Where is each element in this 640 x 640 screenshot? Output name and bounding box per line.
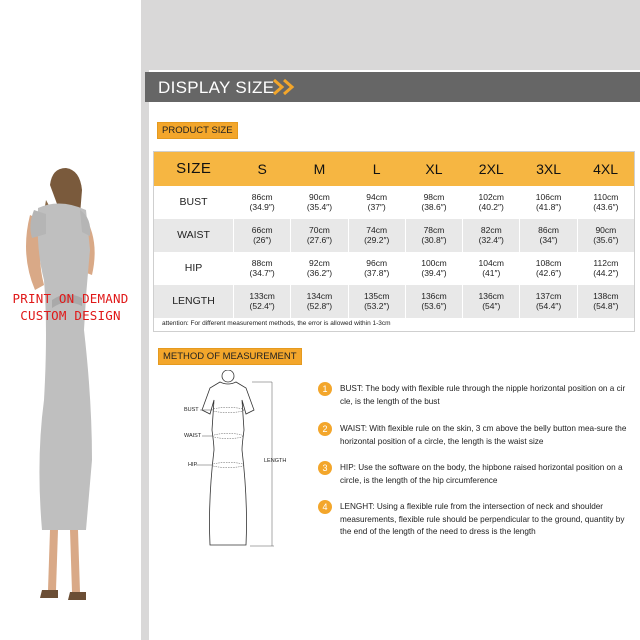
size-cell-inch: (27.6″) — [306, 235, 333, 245]
size-row-length — [154, 285, 635, 318]
attention-note: attention: For different measurement methods, the error is allowed within 1-3cm — [154, 318, 635, 332]
length-label: LENGTH — [264, 458, 287, 464]
size-cell-inch: (53.2″) — [364, 301, 390, 311]
size-cell-inch: (52.4″) — [249, 301, 275, 311]
row-label: LENGTH — [154, 285, 234, 318]
row-label: BUST — [154, 186, 234, 219]
size-row-bust — [154, 186, 635, 219]
size-cell — [405, 219, 462, 252]
size-cell-cm: 138cm — [593, 291, 619, 301]
step-text: LENGHT: Using a flexible rule from the intersection of neck and shoulder measurements, flexible rule should be perpendicular to the ground, quantity by the end of the length of the need to dress is the length — [340, 502, 625, 536]
size-cell-cm: 94cm — [366, 192, 388, 202]
size-cell-cm: 135cm — [363, 291, 390, 301]
size-cell-inch: (35.4″) — [306, 202, 333, 212]
size-cell-inch: (39.4″) — [421, 268, 447, 278]
size-cell-inch: (42.6″) — [535, 268, 562, 278]
size-cell-cm: 102cm — [478, 192, 505, 202]
size-cell-inch: (54″) — [482, 301, 501, 311]
size-cell-inch: (34.9″) — [249, 202, 275, 212]
size-col-header: XL — [405, 152, 462, 186]
size-cell-inch: (35.6″) — [593, 235, 619, 245]
waist-label: WAIST — [184, 433, 202, 439]
product-photo — [0, 0, 141, 640]
bust-label: BUST — [184, 407, 199, 413]
size-cell — [463, 285, 520, 318]
size-cell — [234, 219, 291, 252]
size-cell — [577, 186, 634, 219]
size-cell — [348, 186, 405, 219]
product-size-tag: PRODUCT SIZE — [157, 122, 238, 139]
step-text: HIP: Use the software on the body, the hipbone raised horizontal position on a circle, is the length of the hip circumference — [340, 463, 623, 485]
size-cell-inch: (40.2″) — [478, 202, 504, 212]
size-cell-inch: (37.8″) — [364, 268, 390, 278]
size-cell-cm: 66cm — [251, 225, 273, 235]
size-cell — [405, 285, 462, 318]
size-cell — [463, 252, 520, 285]
size-col-header: 4XL — [577, 152, 634, 186]
row-label: WAIST — [154, 219, 234, 252]
size-cell-inch: (54.4″) — [535, 301, 562, 311]
size-cell — [291, 186, 348, 219]
size-cell-cm: 88cm — [251, 258, 273, 268]
size-col-header: L — [348, 152, 405, 186]
size-cell-inch: (29.2″) — [364, 235, 390, 245]
size-col-header: S — [234, 152, 291, 186]
size-cell-cm: 90cm — [309, 192, 330, 202]
size-table — [153, 151, 635, 332]
print-on-demand-text: PRINT ON DEMAND — [12, 291, 129, 306]
size-cell-inch: (38.6″) — [421, 202, 447, 212]
size-cell — [520, 252, 577, 285]
size-cell-inch: (44.2″) — [593, 268, 619, 278]
size-row-hip — [154, 252, 635, 285]
size-cell — [463, 186, 520, 219]
size-cell-cm: 82cm — [480, 225, 502, 235]
size-cell-inch: (26″) — [253, 235, 272, 245]
size-cell — [463, 219, 520, 252]
display-size-header — [145, 72, 640, 102]
size-header-label: SIZE — [154, 152, 234, 186]
size-cell — [348, 285, 405, 318]
size-col-header: M — [291, 152, 348, 186]
measurement-diagram — [180, 370, 300, 570]
size-cell-cm: 70cm — [309, 225, 330, 235]
size-cell — [405, 186, 462, 219]
size-cell-inch: (36.2″) — [306, 268, 333, 278]
size-cell-inch: (41.8″) — [535, 202, 562, 212]
double-chevron-right-icon — [273, 79, 295, 95]
step-number-badge: 4 — [318, 500, 332, 514]
size-cell-cm: 110cm — [593, 192, 619, 202]
size-cell — [577, 285, 634, 318]
size-cell — [520, 285, 577, 318]
dress-outline-illustration — [180, 370, 300, 570]
size-cell — [291, 285, 348, 318]
size-cell-inch: (43.6″) — [593, 202, 619, 212]
size-cell — [520, 186, 577, 219]
method-of-measurement-tag: METHOD OF MEASUREMENT — [158, 348, 302, 365]
size-cell-inch: (41″) — [482, 268, 501, 278]
size-cell-cm: 104cm — [478, 258, 505, 268]
size-cell-cm: 136cm — [421, 291, 447, 301]
size-cell-inch: (30.8″) — [421, 235, 447, 245]
size-cell-inch: (54.8″) — [593, 301, 619, 311]
step-number-badge: 3 — [318, 461, 332, 475]
size-cell-cm: 86cm — [251, 192, 273, 202]
size-table-body — [154, 186, 635, 332]
size-cell-cm: 74cm — [366, 225, 388, 235]
step-text: WAIST: With flexible rule on the skin, 3 cm above the belly button mea-sure the horizontal position of a circle, the length is the waist size — [340, 424, 627, 446]
size-cell-inch: (37″) — [367, 202, 386, 212]
size-cell-cm: 78cm — [423, 225, 445, 235]
size-cell-inch: (34″) — [539, 235, 558, 245]
size-cell-cm: 112cm — [593, 258, 619, 268]
step-text: BUST: The body with flexible rule through the nipple horizontal position on a cir cle, is the length of the bust — [340, 384, 626, 406]
hip-label: HIP — [188, 462, 198, 468]
size-cell — [405, 252, 462, 285]
size-cell-cm: 106cm — [535, 192, 562, 202]
size-cell-cm: 92cm — [309, 258, 330, 268]
display-size-title: DISPLAY SIZE — [158, 78, 275, 97]
size-cell-inch: (34.7″) — [249, 268, 275, 278]
size-cell — [577, 252, 634, 285]
size-cell — [577, 219, 634, 252]
size-cell-inch: (53.6″) — [421, 301, 447, 311]
size-cell-cm: 136cm — [478, 291, 505, 301]
size-header-row — [154, 152, 635, 186]
size-col-header: 2XL — [463, 152, 520, 186]
size-cell-cm: 98cm — [423, 192, 445, 202]
size-cell — [520, 219, 577, 252]
size-cell-inch: (52.8″) — [306, 301, 333, 311]
size-cell — [234, 252, 291, 285]
size-cell-cm: 137cm — [535, 291, 562, 301]
size-cell-cm: 108cm — [535, 258, 562, 268]
step-number-badge: 1 — [318, 382, 332, 396]
size-row-waist — [154, 219, 635, 252]
size-cell-cm: 133cm — [249, 291, 275, 301]
size-cell — [348, 252, 405, 285]
size-col-header: 3XL — [520, 152, 577, 186]
size-cell — [234, 285, 291, 318]
size-cell-inch: (32.4″) — [478, 235, 504, 245]
row-label: HIP — [154, 252, 234, 285]
size-cell — [291, 219, 348, 252]
size-cell — [291, 252, 348, 285]
size-cell-cm: 86cm — [538, 225, 559, 235]
size-cell — [234, 186, 291, 219]
attention-row — [154, 318, 635, 332]
size-cell — [348, 219, 405, 252]
custom-design-text: CUSTOM DESIGN — [20, 308, 121, 323]
step-number-badge: 2 — [318, 422, 332, 436]
size-cell-cm: 100cm — [421, 258, 447, 268]
size-cell-cm: 134cm — [306, 291, 333, 301]
size-cell-cm: 96cm — [366, 258, 388, 268]
size-cell-cm: 90cm — [595, 225, 617, 235]
